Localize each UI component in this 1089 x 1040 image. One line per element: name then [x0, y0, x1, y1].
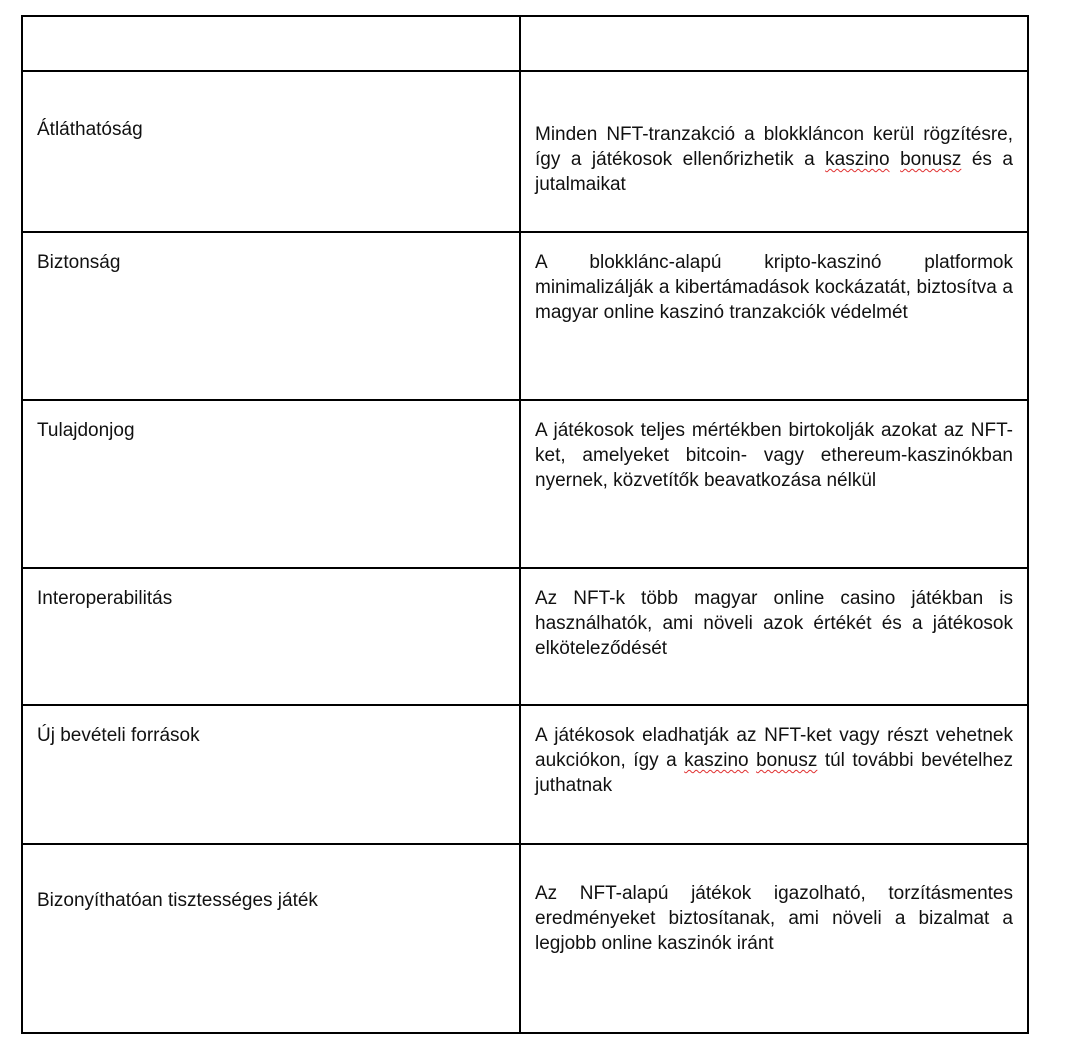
feature-cell — [22, 400, 520, 568]
nft-benefits-table — [21, 15, 1029, 1034]
feature-cell — [22, 844, 520, 1033]
description-text: A játékosok teljes mértékben birtokolják azokat az NFT-ket, amelyeket bitcoin- vagy ethereum-kaszinókban nyernek, közvetítők beavatkozása nélkül — [535, 420, 1013, 491]
description-text: és a jutalmaikat — [535, 149, 1013, 195]
feature-label: Tulajdonjog — [37, 420, 135, 441]
table-row — [22, 232, 1028, 400]
description-cell — [520, 705, 1028, 844]
description-text: A blokklánc-alapú kripto-kaszinó platformok minimalizálják a kibertámadások kockázatát, biztosítva a magyar online kaszinó tranzakciók védelmét — [535, 252, 1013, 323]
feature-cell — [22, 705, 520, 844]
description-cell — [520, 232, 1028, 400]
description-text: túl további bevételhez juthatnak — [535, 750, 1014, 796]
misspelled-word[interactable]: bonusz — [900, 149, 962, 170]
table-row — [22, 400, 1028, 568]
description-text — [749, 750, 756, 771]
header-cell-feature — [22, 16, 520, 71]
table-row — [22, 844, 1028, 1033]
feature-cell — [22, 232, 520, 400]
description-cell — [520, 71, 1028, 232]
description-text: A játékosok eladhatják az NFT-ket vagy részt vehetnek aukciókon, így a — [535, 725, 1013, 771]
description-text: Minden NFT-tranzakció a blokkláncon kerül rögzítésre, így a játékosok ellenőrizhetik a — [535, 124, 1013, 170]
feature-label: Biztonság — [37, 252, 121, 273]
header-row — [22, 16, 1028, 71]
feature-label: Interoperabilitás — [37, 588, 173, 609]
description-text: Az NFT-alapú játékok igazolható, torzításmentes eredményeket biztosítanak, ami növeli a bizalmat a legjobb online kaszinók iránt — [535, 883, 1013, 954]
table-row — [22, 71, 1028, 232]
feature-cell — [22, 71, 520, 232]
feature-label: Új bevételi források — [37, 725, 200, 746]
feature-cell — [22, 568, 520, 705]
feature-label: Bizonyíthatóan tisztességes játék — [37, 890, 318, 911]
feature-label: Átláthatóság — [37, 119, 143, 140]
header-cell-description — [520, 16, 1028, 71]
misspelled-word[interactable]: kaszino — [825, 149, 890, 170]
description-cell — [520, 568, 1028, 705]
description-text — [890, 149, 901, 170]
description-cell — [520, 844, 1028, 1033]
description-text: Az NFT-k több magyar online casino játékban is használhatók, ami növeli azok értékét és a játékosok elköteleződését — [535, 588, 1013, 659]
misspelled-word[interactable]: kaszino — [684, 750, 749, 771]
misspelled-word[interactable]: bonusz — [756, 750, 818, 771]
table-row — [22, 568, 1028, 705]
description-cell — [520, 400, 1028, 568]
table-row — [22, 705, 1028, 844]
